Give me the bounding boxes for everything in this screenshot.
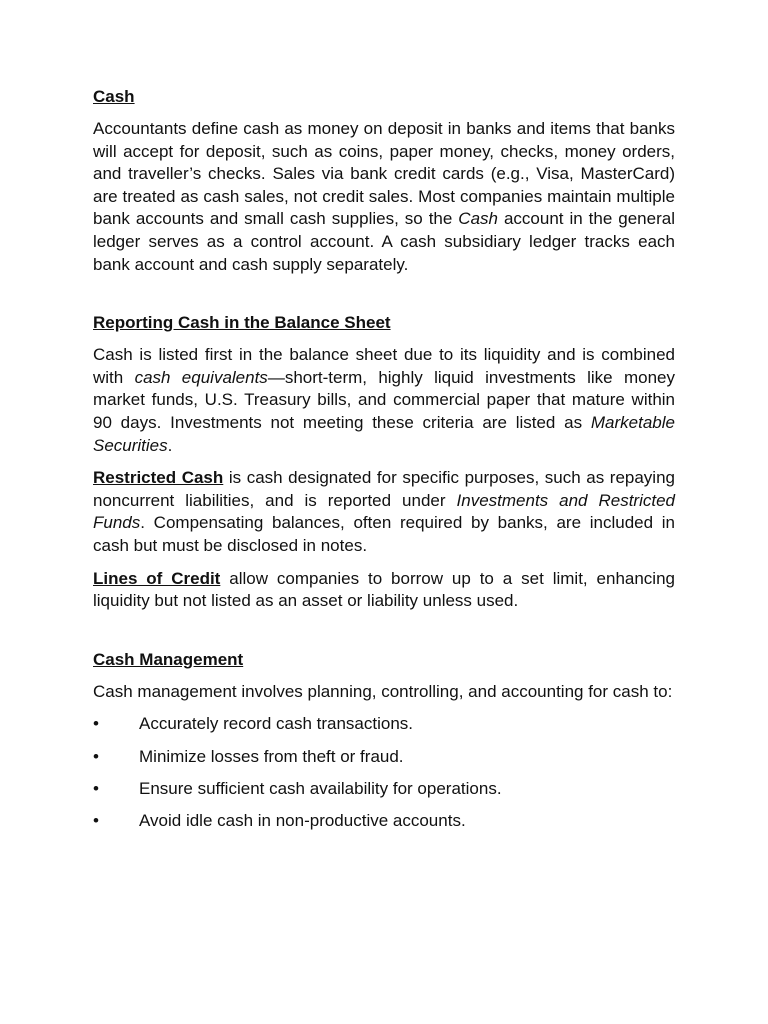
italic-term-marketable-securities: Marketable Securities bbox=[93, 412, 675, 455]
bullet-marker: • bbox=[93, 746, 99, 766]
heading-cash: Cash bbox=[93, 87, 135, 106]
list-item-text: Ensure sufficient cash availability for operations. bbox=[139, 779, 502, 799]
bullet-marker: • bbox=[93, 714, 99, 734]
italic-term-cash: Cash bbox=[458, 209, 498, 229]
list-item bbox=[93, 778, 675, 801]
text-segment: —short-term, highly liquid investments like money market funds, U.S. Treasury bills, and commercial paper that mature within 90 days. Investments not meeting these criteria are listed as bbox=[93, 367, 675, 432]
list-item-text: Accurately record cash transactions. bbox=[139, 714, 414, 734]
list-item bbox=[93, 746, 675, 769]
text-segment: is cash designated for specific purposes, such as repaying noncurrent liabilities, and is reported under bbox=[93, 468, 675, 510]
paragraph-restricted-cash bbox=[93, 467, 675, 557]
text-segment: Cash is listed first in the balance sheet due to its liquidity and is combined with bbox=[93, 345, 675, 387]
paragraph-lines-of-credit bbox=[93, 568, 675, 613]
bullet-marker: • bbox=[93, 779, 99, 799]
paragraph-cash-definition bbox=[93, 118, 675, 276]
paragraph-cash-equivalents bbox=[93, 344, 675, 457]
italic-term-cash-equivalents: cash equivalents bbox=[134, 367, 268, 387]
heading-cash-management: Cash Management bbox=[93, 649, 244, 669]
list-item bbox=[93, 810, 675, 833]
text-segment: . bbox=[167, 435, 173, 455]
bullet-marker: • bbox=[93, 811, 99, 831]
text-segment: allow companies to borrow up to a set limit, enhancing liquidity but not listed as an asset or liability unless used. bbox=[93, 568, 675, 611]
list-item bbox=[93, 713, 675, 736]
text-segment: . Compensating balances, often required by banks, are included in cash but must be disclosed in notes. bbox=[93, 513, 675, 555]
term-restricted-cash: Restricted Cash bbox=[93, 468, 224, 488]
text-segment: account in the general ledger serves as a control account. A cash subsidiary ledger tracks each bank account and cash supply separately. bbox=[93, 209, 675, 274]
text-segment: Accountants define cash as money on deposit in banks and items that banks will accept for deposit, such as coins, paper money, checks, money orders, and traveller’s checks. Sales via bank credit cards (e.g., Visa, MasterCard) are treated as cash sales, not credit sales. Most companies maintain multiple bank accounts and small cash supplies, so the bbox=[93, 119, 675, 229]
paragraph-cash-management-intro: Cash management involves planning, controlling, and accounting for cash to: bbox=[93, 681, 673, 701]
heading-reporting-cash: Reporting Cash in the Balance Sheet bbox=[93, 313, 391, 333]
term-lines-of-credit: Lines of Credit bbox=[93, 568, 221, 588]
italic-term-investments-restricted-funds: Investments and Restricted Funds bbox=[93, 490, 675, 533]
list-item-text: Avoid idle cash in non-productive accounts. bbox=[139, 811, 466, 831]
document-page bbox=[93, 86, 675, 833]
list-item-text: Minimize losses from theft or fraud. bbox=[139, 746, 404, 766]
